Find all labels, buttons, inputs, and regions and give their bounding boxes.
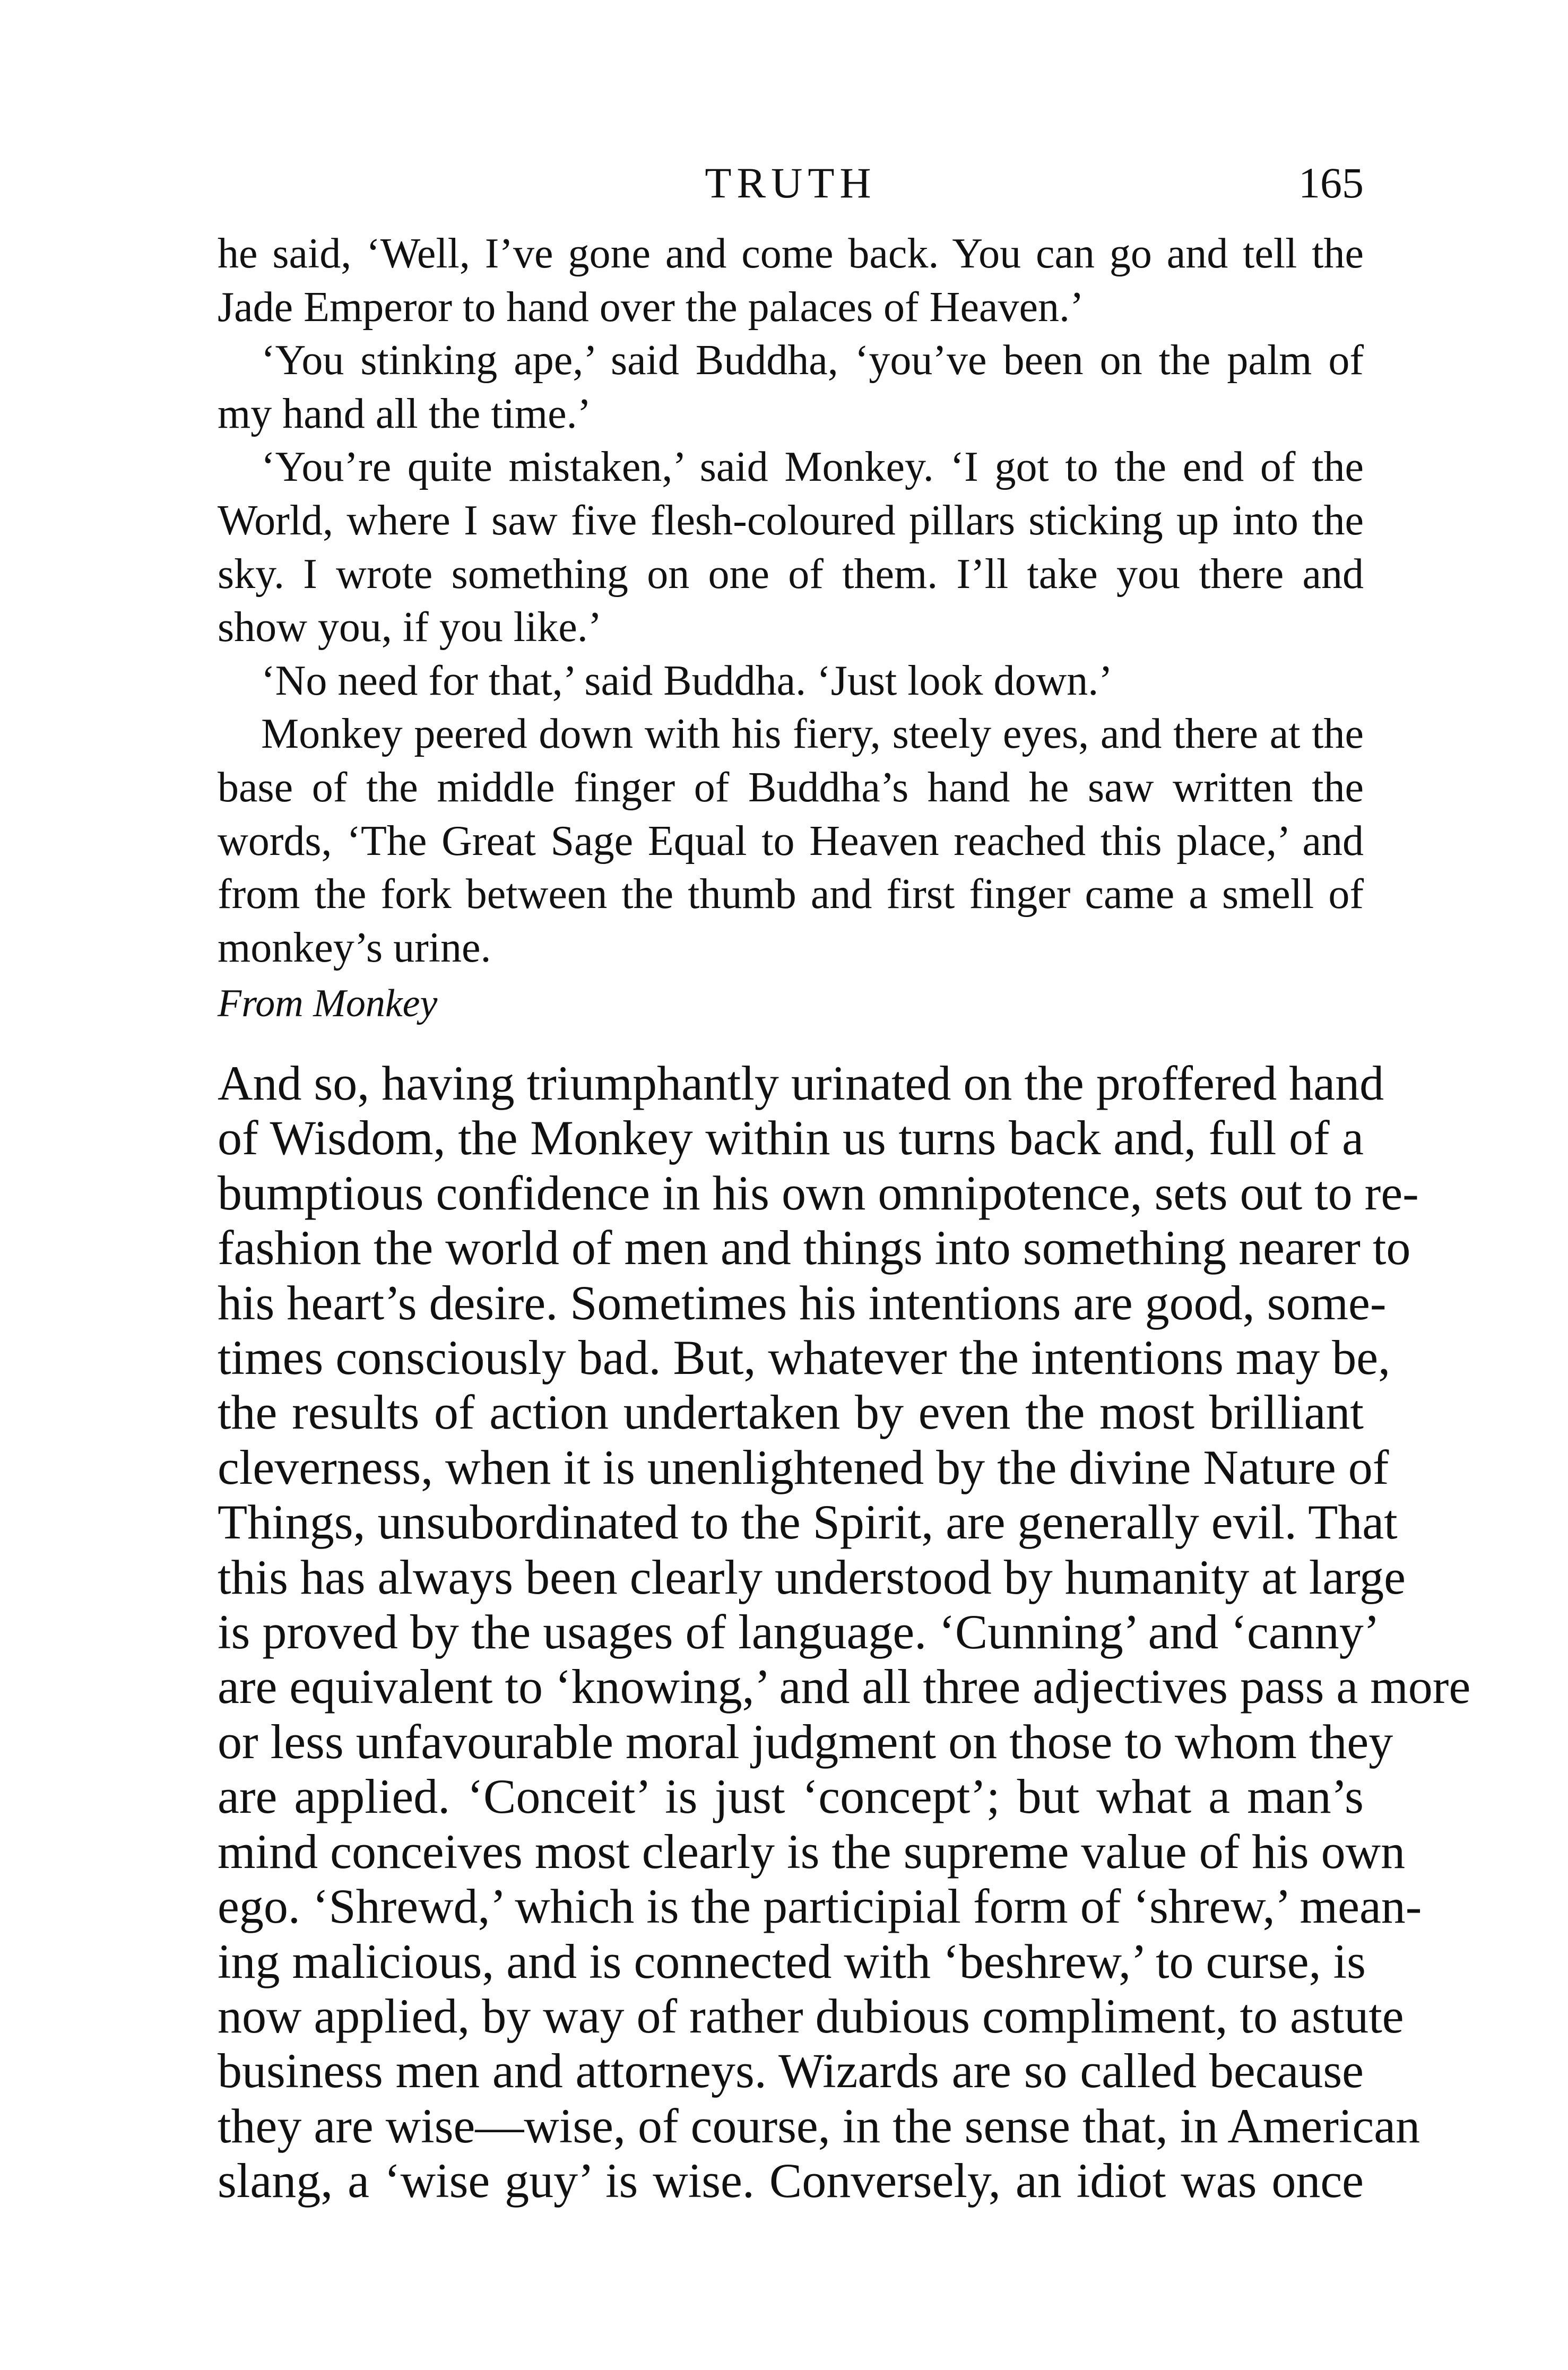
excerpt-paragraph: ‘You’re quite mistaken,’ said Monkey. ‘I got to the end of the World, where I saw five flesh-coloured pillars sticking up into the sky. I wrote something on one of them. I’ll take you there and show you, if you like.’ [218,444,1364,651]
body-line: slang, a ‘wise guy’ is wise. Conversely, an idiot was once [218,2153,1364,2208]
body-line: ing malicious, and is connected with ‘beshrew,’ to curse, is [218,1934,1366,1988]
body-line: is proved by the usages of language. ‘Cunning’ and ‘canny’ [218,1605,1380,1659]
excerpt-paragraph: he said, ‘Well, I’ve gone and come back. You can go and tell the Jade Emperor to hand over the palaces of Heaven.’ [218,230,1364,331]
body-line: now applied, by way of rather dubious compliment, to astute [218,1988,1404,2043]
body-line: mind conceives most clearly is the supreme value of his own [218,1824,1406,1879]
body-line: they are wise—wise, of course, in the sense that, in American [218,2098,1420,2153]
body-line: ego. ‘Shrewd,’ which is the participial form of ‘shrew,’ mean- [218,1879,1422,1934]
body-line: his heart’s desire. Sometimes his intentions are good, some- [218,1275,1387,1330]
running-head [218,154,1364,212]
body-line: of Wisdom, the Monkey within us turns back and, full of a [218,1111,1364,1165]
body-line: the results of action undertaken by even the most brilliant [218,1385,1364,1440]
page-number: 165 [1298,159,1364,207]
body-paragraph [218,1056,1471,2209]
body-line: this has always been clearly understood by humanity at large [218,1550,1406,1604]
excerpt-paragraph: ‘You stinking ape,’ said Buddha, ‘you’ve been on the palm of my hand all the time.’ [218,337,1364,437]
body-line: fashion the world of men and things into something nearer to [218,1221,1411,1275]
body-line: bumptious confidence in his own omnipotence, sets out to re- [218,1165,1419,1220]
body-line: are equivalent to ‘knowing,’ and all three adjectives pass a more [218,1659,1471,1714]
body-line: Things, unsubordinated to the Spirit, are generally evil. That [218,1495,1398,1550]
body-line: or less unfavourable moral judgment on those to whom they [218,1714,1393,1769]
running-title: TRUTH [705,159,877,207]
body-line: times consciously bad. But, whatever the intentions may be, [218,1330,1391,1385]
body-line: business men and attorneys. Wizards are so called because [218,2044,1364,2098]
body-line: are applied. ‘Conceit’ is just ‘concept’; but what a man’s [218,1769,1364,1824]
body-line: And so, having triumphantly urinated on the proffered hand [218,1056,1384,1110]
excerpt-paragraph: ‘No need for that,’ said Buddha. ‘Just look down.’ [261,657,1113,704]
body-line: cleverness, when it is unenlightened by the divine Nature of [218,1440,1389,1494]
excerpt-paragraph: Monkey peered down with his fiery, steely eyes, and there at the base of the middle finger of Buddha’s hand he saw written the words, ‘The Great Sage Equal to Heaven reached this place,’ and from the fork between the thumb and first finger came a smell of monkey’s urine. [218,711,1364,971]
monkey-excerpt [218,227,1364,1033]
excerpt-attribution: From Monkey [218,982,438,1026]
